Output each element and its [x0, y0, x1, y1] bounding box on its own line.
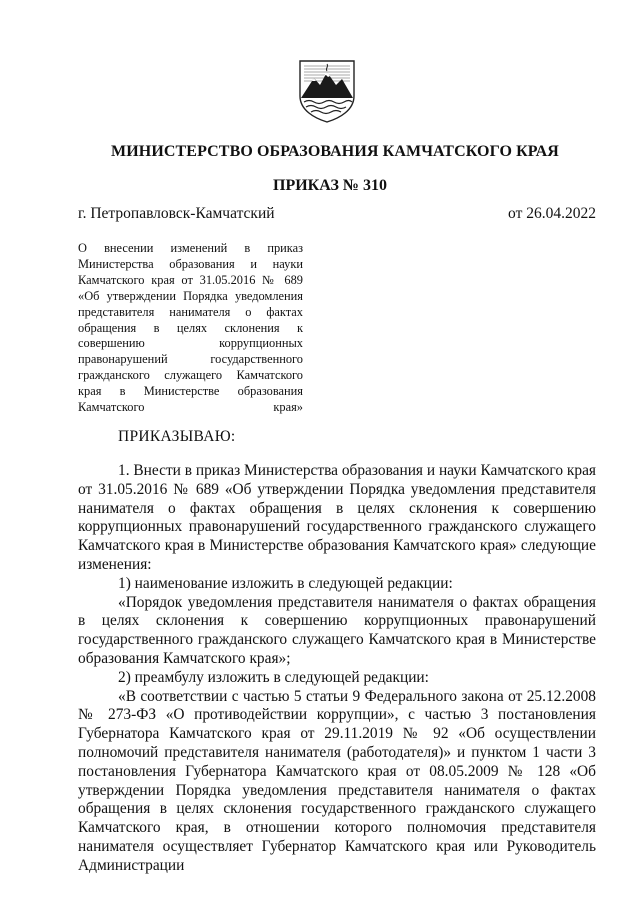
order-title: ПРИКАЗ № 310: [273, 177, 387, 194]
body-paragraph: «В соответствии с частью 5 статьи 9 Федерального закона от 25.12.2008 № 273-ФЗ «О противодействии коррупции», с частью 3 постановления Губернатора Камчатского края от 29.11.2019 № 92 «Об осуществлении полномочий представителя нанимателя (работодателя)» и пунктом 1 части 3 постановления Губернатора Камчатского края от 08.05.2009 № 128 «Об утверждении Порядка уведомления представителя нанимателя о фактах обращения в целях склонения государственного гражданского служащего Камчатского края, в отношении которого полномочия представителя нанимателя осуществляет Губернатор Камчатского края или Руководитель Администрации: [78, 687, 596, 874]
body-paragraph: «Порядок уведомления представителя нанимателя о фактах обращения в целях склонения к совершению коррупционных правонарушений государственного гражданского служащего Камчатского края в Министерстве образования Камчатского края»;: [78, 593, 596, 667]
order-command: ПРИКАЗЫВАЮ:: [118, 428, 236, 445]
order-city: г. Петропавловск-Камчатский: [78, 205, 275, 222]
body-paragraph: 1) наименование изложить в следующей редакции:: [118, 574, 453, 592]
order-body: [78, 462, 596, 876]
body-paragraph: 2) преамбулу изложить в следующей редакции:: [118, 668, 429, 686]
order-subject: О внесении изменений в приказ Министерства образования и науки Камчатского края от 31.05.2016 № 689 «Об утверждении Порядка уведомления представителя нанимателя о фактах обращения в целях склонения к совершению коррупционных правонарушений государственного гражданского служащего Камчатского края в Министерстве образования Камчатского края»: [78, 241, 303, 415]
ministry-title: МИНИСТЕРСТВО ОБРАЗОВАНИЯ КАМЧАТСКОГО КРАЯ: [111, 143, 559, 160]
kamchatka-coat-of-arms-icon: [296, 58, 358, 124]
body-paragraph: 1. Внести в приказ Министерства образования и науки Камчатского края от 31.05.2016 № 689 «Об утверждении Порядка уведомления представителя нанимателя о фактах обращения в целях склонения к совершению коррупционных правонарушений государственного гражданского служащего Камчатского края в Министерстве образования Камчатского края» следующие изменения:: [78, 462, 596, 573]
order-date: от 26.04.2022: [508, 205, 596, 222]
